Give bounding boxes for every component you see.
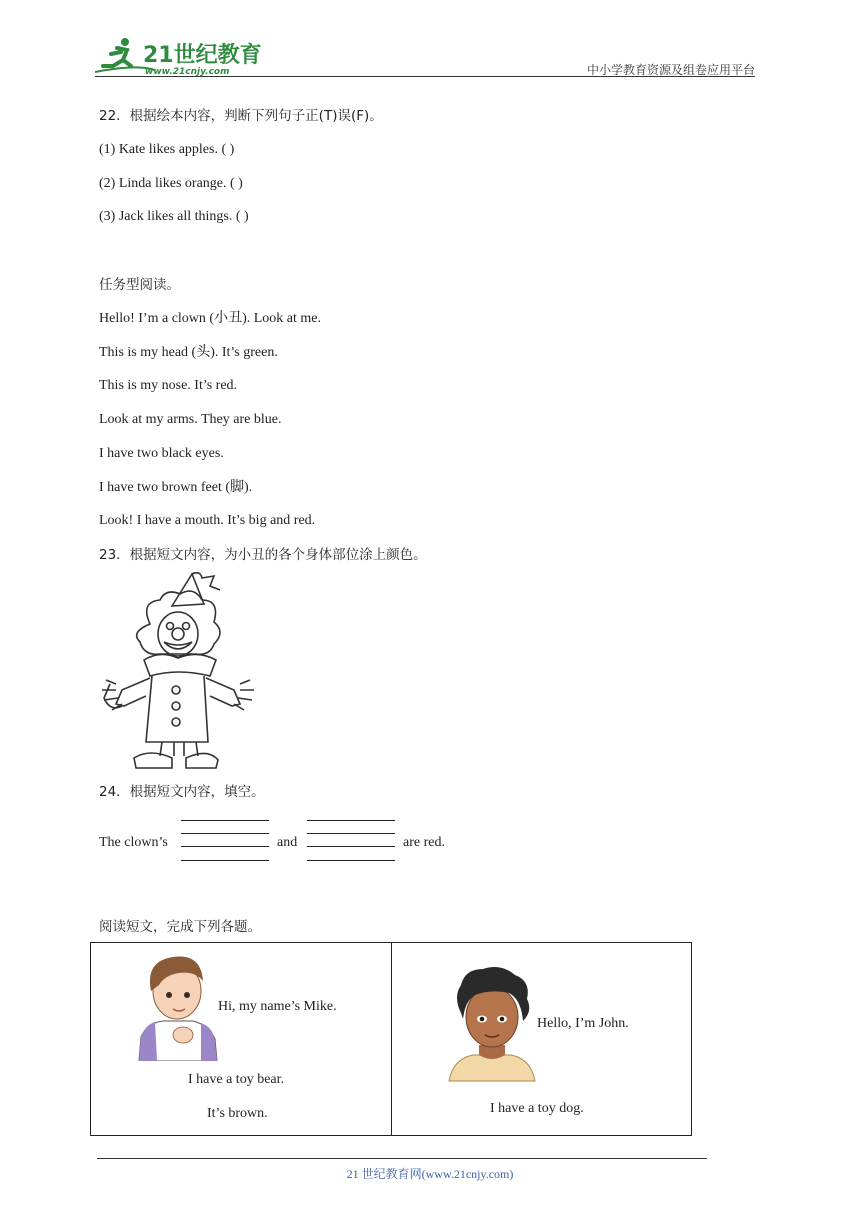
footer-link[interactable]: 21 世纪教育网(www.21cnjy.com) bbox=[346, 1167, 514, 1181]
q22-item-3: (3) Jack likes all things. ( ) bbox=[99, 209, 249, 224]
logo-text: 21世纪教育 bbox=[143, 43, 262, 68]
answer-line bbox=[181, 846, 269, 847]
reading-line-1: Hello! I’m a clown (小丑). Look at me. bbox=[99, 311, 321, 326]
john-line-1: I have a toy dog. bbox=[490, 1101, 584, 1116]
footer-rule bbox=[97, 1158, 707, 1159]
q22-item-2: (2) Linda likes orange. ( ) bbox=[99, 176, 243, 191]
mike-line-1: I have a toy bear. bbox=[188, 1072, 285, 1087]
answer-line bbox=[181, 820, 269, 821]
answer-line bbox=[181, 860, 269, 861]
header-rule bbox=[95, 76, 755, 77]
mike-illustration bbox=[135, 951, 221, 1061]
q24-start: The clown’s bbox=[99, 835, 168, 850]
header-tagline: 中小学教育资源及组卷应用平台 bbox=[586, 63, 755, 77]
reading-line-2: This is my head (头). It’s green. bbox=[99, 345, 278, 360]
mike-speech: Hi, my name’s Mike. bbox=[218, 999, 337, 1014]
q24-end: are red. bbox=[403, 835, 445, 850]
q24-prompt: 24．根据短文内容，填空。 bbox=[99, 784, 265, 800]
passage-table bbox=[90, 942, 692, 1136]
john-speech: Hello, I’m John. bbox=[537, 1016, 629, 1031]
logo-url: www.21cnjy.com bbox=[145, 67, 230, 77]
reading-line-7: Look! I have a mouth. It’s big and red. bbox=[99, 513, 316, 528]
passage2-heading: 阅读短文，完成下列各题。 bbox=[99, 919, 261, 935]
mike-line-2: It’s brown. bbox=[207, 1106, 268, 1121]
answer-line bbox=[307, 846, 395, 847]
reading-line-3: This is my nose. It’s red. bbox=[99, 378, 238, 393]
answer-line bbox=[307, 833, 395, 834]
clown-illustration bbox=[100, 572, 256, 774]
q22-item-1: (1) Kate likes apples. ( ) bbox=[99, 142, 235, 157]
reading-line-4: Look at my arms. They are blue. bbox=[99, 412, 282, 427]
site-logo bbox=[95, 36, 265, 80]
q23-prompt: 23．根据短文内容，为小丑的各个身体部位涂上颜色。 bbox=[99, 547, 427, 563]
answer-line bbox=[307, 820, 395, 821]
answer-line bbox=[307, 860, 395, 861]
q24-middle: and bbox=[277, 835, 298, 850]
reading-heading: 任务型阅读。 bbox=[99, 277, 180, 293]
table-divider bbox=[391, 943, 392, 1135]
reading-line-5: I have two black eyes. bbox=[99, 446, 224, 461]
q22-prompt: 22．根据绘本内容，判断下列句子正(T)误(F)。 bbox=[99, 108, 383, 124]
john-illustration bbox=[445, 963, 539, 1083]
reading-line-6: I have two brown feet (脚). bbox=[99, 480, 253, 495]
answer-line bbox=[181, 833, 269, 834]
